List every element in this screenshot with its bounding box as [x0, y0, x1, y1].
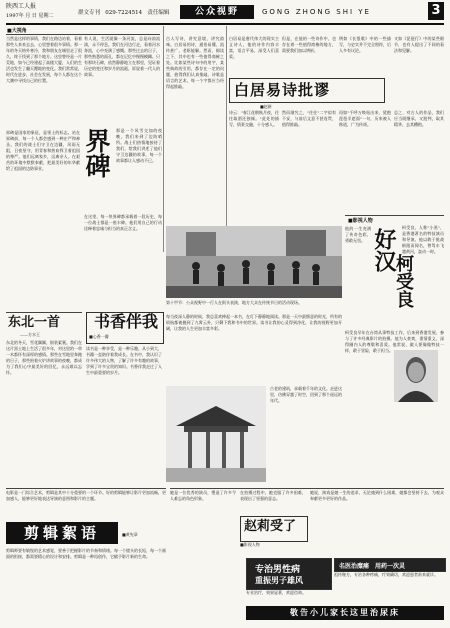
dongbei-author: ——方水王: [20, 332, 40, 337]
article-text: 当然是这样的事情，我们在路边站着，看着那些人来来去去，心里想着很多事情。那一年的冬天格外寒冷，我和朋友在城里走了很久，终于找到了那个地方。这里曾经是一片荒地，如今已经建起了高楼大厦，人们的生活也发生了翻天覆地的变化。我们常常说，时代在进步，社会在发展，每个人都在这个大潮中寻找自己的位置。: [6, 36, 82, 83]
shuxiang-author: ■心香一瓣: [89, 334, 109, 339]
page-number: 3: [428, 2, 444, 20]
photo-caption: 第十甲节：公众视野中一行人在街头表演，地方大众在传统节日的活动现场。: [166, 300, 302, 305]
article-text: 又如《琵琶行》中的某些细节，也有人提出了不同的看法和见解。: [394, 36, 444, 53]
bottom-banner: 敬告小儿家长这里治尿床: [246, 606, 444, 620]
bai-title: 白居易诗批谬: [234, 81, 331, 99]
article-text: 白居易是唐代伟大的现实主义诗人，他的诗作内容丰富，语言平易，深受人们喜爱。: [229, 36, 279, 59]
portrait-photo: [394, 350, 438, 402]
title-box: [229, 78, 385, 103]
zhaoli-tag: ■影视人物: [240, 542, 260, 547]
article-text: 界碑是国家的象征，是领土的标志。站在界碑前，每一个人都会感到一种庄严和神圣。我们的战士们守卫在边疆，风雨无阻，日夜坚守，用青春和热血捍卫着祖国的尊严。他们远离家乡，远离亲人，在艰苦的环境中默默奉献，把最美好的年华献给了祖国的边防事业。: [6, 130, 80, 171]
dept-label: 群文专刊: [78, 10, 101, 16]
haohan-title-1: 好汉: [371, 228, 396, 272]
jianji-author: ■黄宪章: [122, 532, 138, 537]
article-text: 她说，演戏是她一生的追求，无论遇到什么困难，她都会坚持下去，为观众奉献更多更好的作品。: [310, 490, 444, 501]
jiebei-title: 界碑: [82, 128, 111, 178]
article-text: 电影是一门综合艺术，剪辑是其中十分重要的一个环节。好的剪辑能够让影片更加流畅，更加感人，能够更好地表达导演的意图和影片的主题。: [6, 490, 166, 501]
editor-label: 责任编辑: [147, 10, 170, 16]
dongbei-title: 东北一首: [8, 315, 61, 330]
article-text: 例如《长恨歌》中的一些描写，与史实并不完全相符，后人多有议论。: [339, 36, 391, 53]
shuxiang-title: 书香伴我: [94, 312, 159, 331]
article-text: 然而细究之，"往往"二字似有不妥，与前后文意不甚连贯，值得推敲。: [282, 110, 336, 127]
zhaoli-box: [240, 516, 308, 542]
ad2-box: [334, 558, 446, 572]
article-text: 再如"千呼万唤始出来，犹抱琵琶半遮面"一句，历来被人称道，广为传颂。: [339, 110, 391, 127]
article-text: 他的一生充满了传奇色彩，勇敢无畏。: [345, 226, 371, 243]
dept-line: [78, 8, 169, 16]
article-text: 古人写诗，讲究意境，讲究韵味。白居易的诗，通俗易懂，流传甚广，老妪能解。然而，细读之下，其中也有一些值得商榷之处。比如某些诗句中的用字，某些典故的引用，都存在一定的问题，值得我们认真推敲。诗歌是语言的艺术，每一个字都应当经得起推敲。: [166, 36, 224, 89]
article-text: 每当夜深人静的时候，我总喜欢捧起一本书，在灯下静静地阅读。那是一天中最惬意的时光，所有的烦恼都被抛到了九霄云外，只剩下我和书中的世界。读书让我的心灵得到净化，让我的视野更加开阔，让我的人生更加丰富多彩。: [166, 314, 342, 331]
article-text: 古老的建筑，承载着千年的文化。走进这里，仿佛穿越了时空，回到了那个遥远的年代。: [270, 386, 342, 403]
article-text: 她是一位优秀的演员，塑造了许多令人难忘的角色形象。: [170, 490, 236, 501]
article-text: 柯受良早年在台湾从事特技工作，后来到香港发展，参与了许多经典影片的拍摄。他为人豪爽，重情重义，深得圈内人的尊敬和喜爱。他常说，做人要像做特技一样，敢于冒险，敢于担当。: [345, 330, 444, 353]
article-text: 那是一个风雪交加的夜晚，我们来到了边防哨所。战士们热情地接待了我们，给我们讲述了他们守卫边疆的故事，每一个故事都让人感动不已。: [116, 128, 162, 163]
article-text: 在拍摄过程中，她克服了许多困难，表现出了坚强的意志。: [240, 490, 306, 501]
bai-author: ■赵新: [260, 104, 272, 109]
zhaoli-title: 赵莉受了: [244, 519, 297, 534]
ad-text: 祖传秘方，专治各种疼痛，疗效确切，欢迎患者前来就诊。: [334, 572, 438, 577]
article-text: 总之，对古人的作品，我们应当既继承，又批判，取其精华，去其糟粕。: [394, 110, 444, 127]
ad-title: 专治男性病: [255, 565, 301, 575]
haohan-title-2: 柯受良: [393, 254, 414, 308]
street-photo: [166, 226, 342, 298]
ad-box: [246, 558, 332, 590]
section-pinyin: GONG ZHONG SHI YE: [262, 8, 371, 16]
jianji-title: 剪辑絮语: [6, 522, 118, 544]
article-text: 读书是一种享受，是一种乐趣。从小到大，书籍一直陪伴着我成长。在书中，我认识了许多伟大的人物，了解了许多有趣的故事，学到了许多宝贵的知识。书香伴我走过了人生中最重要的岁月。: [86, 346, 162, 375]
divider: [6, 34, 160, 35]
ad-subtitle: 重振男子雄风: [255, 576, 303, 585]
column-title: ■大视角: [7, 28, 27, 34]
article-text: 剪辑师要有敏锐的艺术感觉，要善于把握影片的节奏和情绪。每一个镜头的长短，每一个画面的衔接，都需要精心的设计和安排。剪辑是一种再创作，它赋予影片新的生命。: [6, 548, 166, 559]
masthead: [6, 3, 444, 25]
phone: 029-7224514: [105, 10, 143, 16]
article-text: 在这里，每一块界碑都承载着一段历史，每一位战士都是一座丰碑。他们用自己的行动诠释着忠诚与担当的真正含义。: [84, 214, 162, 231]
haohan-tag: ■影视人物: [348, 218, 373, 224]
article-text: 东北的冬天，雪花飘飘，银装素裹。我们在这片黑土地上生活了很多年，对这里的一草一木都怀有深厚的感情。那些在雪地里奔跑的日子，那些围着火炉讲故事的夜晚，都成为了我们心中最美好的回忆，永远难以忘怀。: [6, 340, 82, 375]
article-text: 但是，在他的一些诗作中，也存在着一些值得商榷的地方，需要我们加以辨析。: [282, 36, 336, 53]
paper-name: 陕西工人报: [6, 3, 37, 10]
section-banner: 公众视野: [180, 5, 254, 19]
ad-text: 专业治疗，效果显著，欢迎咨询。: [246, 590, 306, 595]
article-text: 有人说，生活就像一条河流，总是向前流淌，永不停息。我们在河边行走，看着河水奔流，心中充满了感慨。那些过去的日子，那些熟悉的面孔，都在记忆中慢慢模糊。只有那块石碑，依然静静地立在那里，见证着历史的变迁和岁月的流逝，诉说着一代人的故事。: [84, 36, 160, 77]
temple-photo: [166, 386, 266, 482]
ad2-title: 名医治糜痛 用药一次灵: [339, 563, 406, 570]
issue-date: 1997年 月 日 星期二: [6, 13, 54, 19]
article-text: 柯受良，人称"小黑"，是香港著名的特技演员和导演。他以敢于挑战极限而闻名，曾驾车飞越黄河，轰动一时。: [402, 225, 444, 254]
article-text: 诗云："春江花朝秋月夜，往往取酒还独倾。"此处的描写，情景交融，十分感人。: [229, 110, 279, 127]
